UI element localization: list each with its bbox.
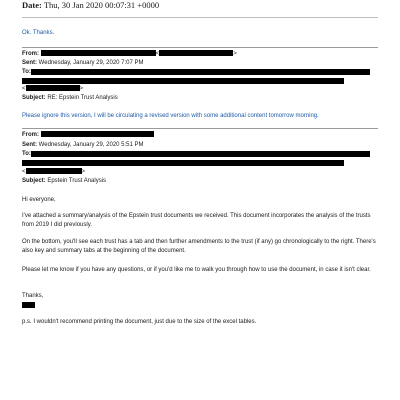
from-gt: >	[233, 51, 237, 57]
sent-value: Wednesday, January 29, 2020 5:51 PM	[38, 142, 144, 148]
body-paragraph-1: I've attached a summary/analysis of the Epstein trust documents we received. This document incorporates the analysis of the trusts from 2019 I did previously.	[22, 213, 371, 228]
body-paragraph-3: Please let me know if you have any questions, or if you'd like me to walk you through how to use the document, in case it isn't clear.	[22, 267, 371, 273]
cc-lt: <	[22, 86, 26, 92]
reply-text: Ok. Thanks.	[22, 30, 55, 36]
sent-label: Sent:	[22, 142, 37, 148]
from-lt: <	[155, 51, 160, 57]
body-paragraph-2: On the bottom, you'll see each trust has a tab and then further amendments to the trust (if any) go chronologically to the right. There's also key and summary tabs at the beginning of the document.	[22, 239, 376, 254]
forward1-divider	[22, 47, 378, 48]
sent-label: Sent:	[22, 60, 37, 66]
redaction	[41, 50, 156, 56]
redaction	[22, 160, 344, 166]
redaction	[31, 69, 370, 75]
forward2-from	[22, 131, 154, 139]
forward2-cc	[22, 168, 85, 176]
forward2-subject	[22, 177, 106, 185]
to-label: To:	[22, 69, 31, 75]
subject-value: RE: Epstein Trust Analysis	[47, 95, 118, 101]
forward2-sent	[22, 141, 144, 149]
subject-value: Epstein Trust Analysis	[47, 178, 107, 184]
to-label: To:	[22, 151, 31, 157]
cc-lt: <	[22, 169, 26, 175]
from-label: From:	[22, 51, 39, 57]
forward1-body: Please ignore this version, I will be circulating a revised version with some additional content tomorrow morning.	[22, 113, 319, 119]
from-label: From:	[22, 132, 39, 138]
redaction	[22, 78, 344, 84]
forward1-subject	[22, 94, 118, 102]
date-value: Thu, 30 Jan 2020 00:07:31 +0000	[43, 0, 160, 10]
cc-gt: >	[81, 169, 86, 175]
redaction	[31, 151, 370, 157]
postscript: p.s. I wouldn't recommend printing the document, just due to the size of the excel tables.	[22, 319, 257, 325]
signoff: Thanks,	[22, 293, 44, 299]
redaction	[26, 168, 82, 174]
redaction	[159, 50, 233, 56]
forward1-cc	[22, 85, 83, 93]
forward1-from	[22, 50, 237, 58]
forward1-sent	[22, 59, 144, 67]
forward1-to	[22, 68, 31, 76]
date-header	[22, 0, 159, 10]
top-divider	[22, 17, 378, 18]
subject-label: Subject:	[22, 95, 46, 101]
subject-label: Subject:	[22, 178, 46, 184]
date-label: Date:	[22, 0, 42, 10]
redaction	[26, 85, 80, 91]
sent-value: Wednesday, January 29, 2020 7:07 PM	[38, 60, 144, 66]
forward2-to	[22, 150, 31, 158]
forward2-divider	[22, 128, 378, 129]
greeting: Hi everyone,	[22, 197, 56, 203]
signature-redaction	[22, 302, 35, 308]
redaction	[41, 131, 154, 137]
cc-gt: >	[79, 86, 84, 92]
